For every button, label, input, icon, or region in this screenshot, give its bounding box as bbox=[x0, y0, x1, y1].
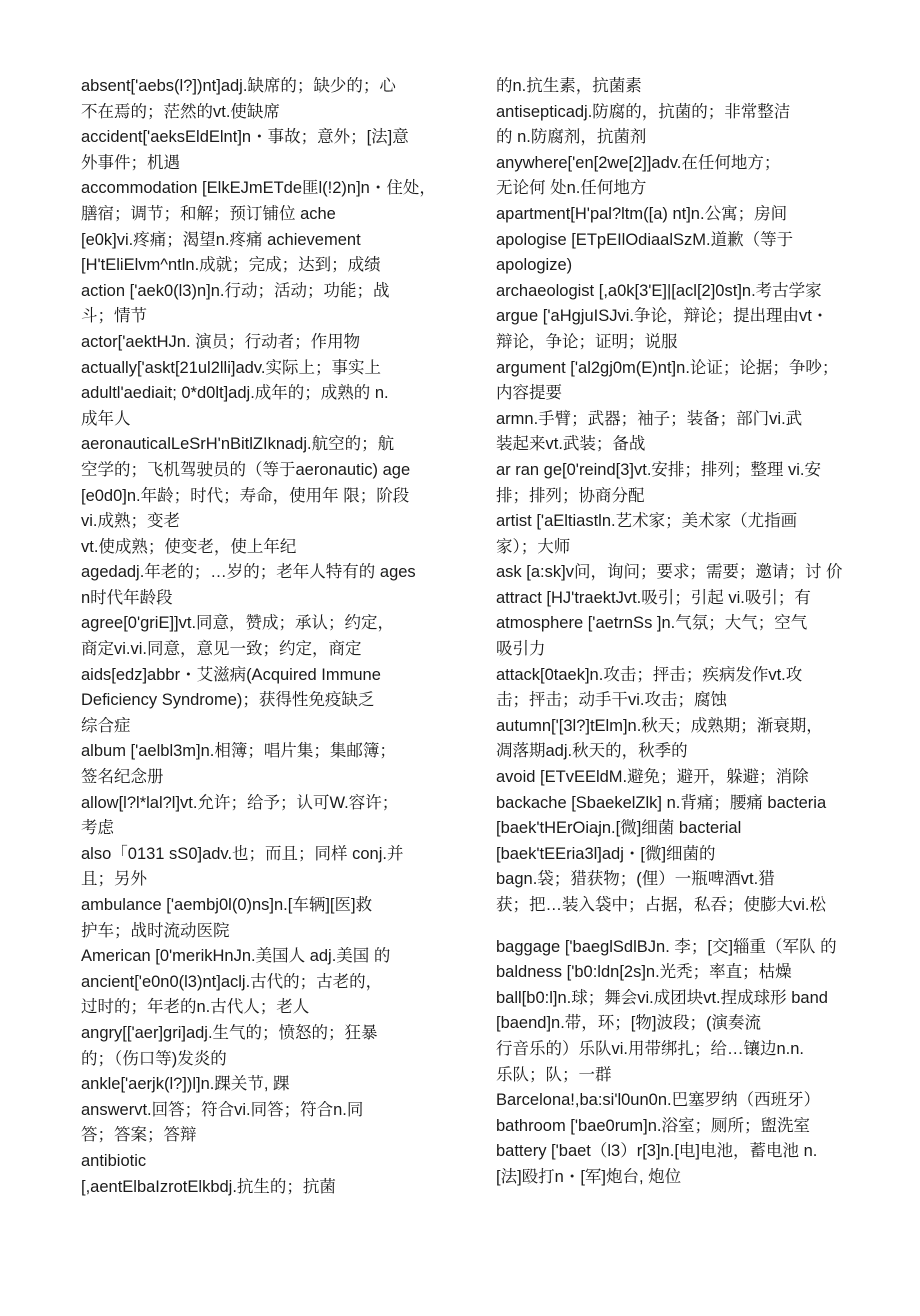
dictionary-line: [,aentElbaIzrotElkbdj.抗生的；抗菌 bbox=[81, 1177, 336, 1196]
dictionary-line: 考虑 bbox=[81, 819, 114, 838]
dictionary-line: argument ['al2gj0m(E)nt]n.论证；论据；争吵； bbox=[496, 358, 839, 377]
dictionary-line: n时代年龄段 bbox=[81, 588, 173, 607]
dictionary-line: 的 n.防腐剂，抗菌剂 bbox=[496, 128, 647, 147]
dictionary-line: antisepticadj.防腐的，抗菌的；非常整洁 bbox=[496, 102, 791, 121]
dictionary-line: 的；（伤口等)发炎的 bbox=[81, 1049, 227, 1068]
dictionary-line: backache [SbaekelZlk] n.背痛；腰痛 bacteria bbox=[496, 793, 827, 812]
dictionary-line: Barcelona!,ba:si'l0un0n.巴塞罗纳（西班牙） bbox=[496, 1091, 821, 1110]
dictionary-line: absent['aebs(l?])nt]adj.缺席的；缺少的；心 bbox=[81, 77, 396, 95]
dictionary-line: 吸引力 bbox=[496, 640, 546, 659]
dictionary-line: 成年人 bbox=[81, 409, 131, 428]
dictionary-line: battery ['baet（l3）r[3]n.[电]电池，蓄电池 n. bbox=[496, 1142, 818, 1161]
dictionary-line: 商定vi.vi.同意，意见一致；约定，商定 bbox=[81, 640, 362, 659]
dictionary-line: [e0d0]n.年龄；时代；寿命，使用年 限；阶段 bbox=[81, 486, 410, 505]
dictionary-line: anywhere['en[2we[2]]adv.在任何地方； bbox=[496, 153, 781, 172]
dictionary-line: ambulance ['aembj0l(0)ns]n.[车辆][医]救 bbox=[81, 896, 373, 914]
dictionary-line: attack[0taek]n.攻击；抨击；疾病发作vt.攻 bbox=[496, 665, 803, 684]
dictionary-line: 排；排列；协商分配 bbox=[496, 486, 645, 505]
dictionary-line: [e0k]vi.疼痛；渴望n.疼痛 achievement bbox=[81, 230, 361, 249]
dictionary-line: 的n.抗生素，抗菌素 bbox=[496, 77, 642, 95]
dictionary-line: aeronauticalLeSrH'nBitlZIknadj.航空的；航 bbox=[81, 435, 395, 454]
dictionary-line: argue ['aHgjuISJvi.争论，辩论；提出理由vt・ bbox=[496, 307, 829, 326]
dictionary-line: ar ran ge[0'reind[3]vt.安排；排列；整理 vi.安 bbox=[496, 460, 821, 479]
dictionary-line: accident['aeksEldElnt]n・事故；意外；[法]意 bbox=[81, 128, 409, 147]
dictionary-line: archaeologist [,a0k[3'E]|[acl[2]0st]n.考古学家 bbox=[496, 281, 822, 300]
dictionary-line: 击；抨击；动手干vi.攻击；腐蚀 bbox=[496, 691, 727, 710]
dictionary-line: [法]殴打n・[军]炮台, 炮位 bbox=[496, 1167, 682, 1186]
dictionary-line: [H'tEliElvm^ntln.成就；完成；达到；成绩 bbox=[81, 256, 381, 275]
dictionary-line: angry[['aer]gri]adj.生气的；愤怒的；狂暴 bbox=[81, 1023, 378, 1042]
dictionary-line: 行音乐的）乐队vi.用带绑扎；给…镶边n.n. bbox=[496, 1039, 805, 1058]
dictionary-line: ancient['e0n0(l3)nt]aclj.古代的；古老的， bbox=[81, 972, 383, 991]
dictionary-line: 获；把…装入袋中；占据，私吞；使膨大vi.松 bbox=[496, 896, 826, 914]
dictionary-line: 乐队；队；一群 bbox=[496, 1065, 612, 1084]
dictionary-line: ask [a:sk]v问，询问；要求；需要；邀请；讨 价 bbox=[496, 563, 843, 582]
dictionary-line: American [0'merikHnJn.美国人 adj.美国 的 bbox=[81, 947, 391, 966]
dictionary-line: 护车；战时流动医院 bbox=[81, 921, 230, 940]
dictionary-line: apartment[H'pal?ltm([a) nt]n.公寓；房间 bbox=[496, 204, 788, 223]
dictionary-line: 过时的；年老的n.古代人；老人 bbox=[81, 998, 310, 1017]
dictionary-line: allow[l?l*lal?l]vt.允许；给予；认可W.容许； bbox=[81, 793, 399, 812]
dictionary-line: ball[b0:l]n.球；舞会vi.成团块vt.捏成球形 band bbox=[496, 988, 828, 1007]
dictionary-line: attract [HJ'traektJvt.吸引；引起 vi.吸引；有 bbox=[496, 588, 811, 607]
dictionary-line: action ['aek0(l3)n]n.行动；活动；功能；战 bbox=[81, 281, 390, 300]
right-column-bottom-block bbox=[496, 935, 880, 1191]
right-column-top-block bbox=[496, 74, 880, 919]
dictionary-line: antibiotic bbox=[81, 1151, 147, 1170]
dictionary-line: autumn['[3l?]tElm]n.秋天；成熟期；渐衰期， bbox=[496, 716, 823, 735]
dictionary-line: apologise [ETpEIlOdiaalSzM.道歉（等于 bbox=[496, 230, 794, 249]
dictionary-line: bagn.袋；猎获物；(俚）一瓶啤酒vt.猎 bbox=[496, 870, 775, 889]
dictionary-line: 且；另外 bbox=[81, 870, 147, 889]
dictionary-line: 内容提要 bbox=[496, 384, 562, 403]
dictionary-line: Deficiency Syndrome)；获得性免疫缺乏 bbox=[81, 691, 375, 710]
dictionary-line: 空学的；飞机驾驶员的（等于aeronautic) age bbox=[81, 460, 411, 479]
paragraph-gap bbox=[496, 919, 880, 935]
dictionary-line: armn.手臂；武器；袖子；装备；部门vi.武 bbox=[496, 409, 803, 428]
dictionary-line: [baek'tHErOiajn.[微]细菌 bacterial bbox=[496, 819, 742, 838]
dictionary-line: atmosphere ['aetrnSs ]n.气氛；大气；空气 bbox=[496, 614, 808, 633]
dictionary-line: aids[edz]abbr・艾滋病(Acquired Immune bbox=[81, 665, 381, 684]
dictionary-line: avoid [ETvEEldM.避免；避开，躲避；消除 bbox=[496, 768, 809, 787]
dictionary-line: baggage ['baeglSdlBJn. 李；[交]辎重（军队 的 bbox=[496, 937, 837, 956]
dictionary-line: 辩论，争论；证明；说服 bbox=[496, 332, 678, 351]
right-column bbox=[496, 74, 880, 1191]
dictionary-line: actually['askt[21ul2lli]adv.实际上；事实上 bbox=[81, 358, 381, 377]
dictionary-line: accommodation [ElkEJmETde匪l(!2)n]n・住处， bbox=[81, 179, 436, 198]
dictionary-line: baldness ['b0:ldn[2s]n.光秃；率直；枯燥 bbox=[496, 963, 792, 982]
dictionary-line: album ['aelbl3m]n.相簿；唱片集；集邮簿； bbox=[81, 742, 396, 761]
dictionary-line: also「0131 sS0]adv.也；而且；同样 conj.并 bbox=[81, 844, 404, 863]
dictionary-line: artist ['aEltiastln.艺术家；美术家（尤指画 bbox=[496, 512, 798, 531]
dictionary-line: [baend]n.带，环；[物]波段；(演奏流 bbox=[496, 1014, 761, 1033]
dictionary-line: bathroom ['bae0rum]n.浴室；厕所；盥洗室 bbox=[496, 1116, 810, 1135]
dictionary-line: 斗；情节 bbox=[81, 307, 147, 326]
dictionary-line: 装起来vt.武装；备战 bbox=[496, 435, 646, 454]
dictionary-line: [baek'tEEria3l]adj・[微]细菌的 bbox=[496, 844, 716, 863]
dictionary-line: 凋落期adj.秋天的，秋季的 bbox=[496, 742, 688, 761]
dictionary-line: 膳宿；调节；和解；预订铺位 ache bbox=[81, 204, 336, 223]
dictionary-line: apologize) bbox=[496, 256, 573, 275]
left-column bbox=[81, 74, 454, 1200]
dictionary-line: 综合症 bbox=[81, 716, 131, 735]
dictionary-line: agree[0'griE]]vt.同意，赞成；承认；约定， bbox=[81, 614, 395, 633]
dictionary-line: 答；答案；答辩 bbox=[81, 1126, 197, 1145]
dictionary-line: 不在焉的；茫然的vt.使缺席 bbox=[81, 102, 280, 121]
dictionary-line: vi.成熟；变老 bbox=[81, 512, 180, 531]
dictionary-line: adultl'aediait; 0*d0lt]adj.成年的；成熟的 n. bbox=[81, 384, 389, 403]
dictionary-line: answervt.回答；符合vi.同答；符合n.同 bbox=[81, 1100, 364, 1119]
dictionary-line: vt.使成熟；使变老，使上年纪 bbox=[81, 537, 297, 556]
dictionary-line: 家）；大师 bbox=[496, 537, 571, 556]
dictionary-line: 无论何 处n.任何地方 bbox=[496, 179, 647, 198]
dictionary-line: 签名纪念册 bbox=[81, 768, 164, 787]
dictionary-line: 外事件；机遇 bbox=[81, 153, 180, 172]
dictionary-line: ankle['aerjk(l?])l]n.踝关节, 踝 bbox=[81, 1075, 290, 1094]
dictionary-line: agedadj.年老的；…岁的；老年人特有的 ages bbox=[81, 563, 416, 582]
dictionary-line: actor['aektHJn. 演员；行动者；作用物 bbox=[81, 332, 361, 351]
